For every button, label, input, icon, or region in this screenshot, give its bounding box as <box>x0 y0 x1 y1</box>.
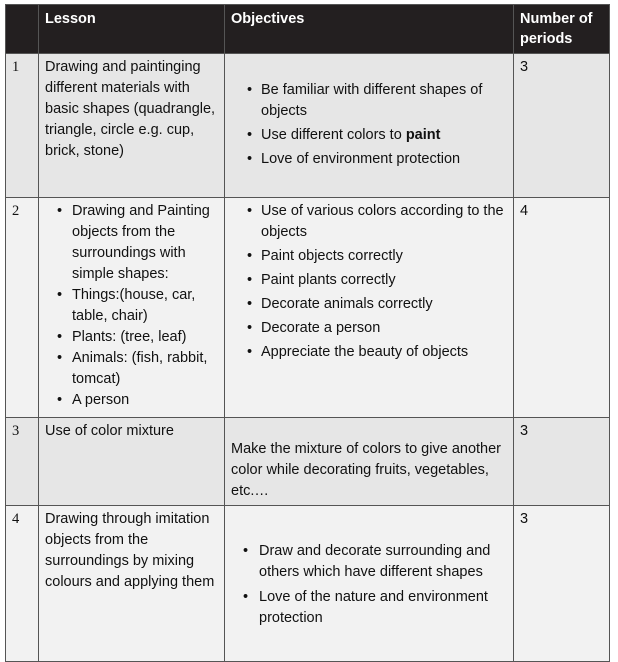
table-row-4 <box>6 506 610 662</box>
objective-item: • Love of environment protection <box>231 149 508 170</box>
table-row-3 <box>6 418 610 506</box>
lesson-list <box>45 201 219 411</box>
row-number: 1 <box>6 54 39 198</box>
objective-text: Make the mixture of colors to give another color while decorating fruits, vegetables, etc.… <box>231 441 501 499</box>
table-row-2 <box>6 198 610 418</box>
objectives-list <box>231 80 508 170</box>
lesson-item: • Plants: (tree, leaf) <box>45 327 219 348</box>
objectives-cell <box>225 418 514 506</box>
objectives-list <box>231 541 508 629</box>
periods-cell: 3 <box>514 506 610 662</box>
objective-item: • Love of the nature and environment protection <box>231 587 508 629</box>
lesson-item: • Things:(house, car, table, chair) <box>45 285 219 327</box>
lesson-table <box>5 4 610 662</box>
objective-item: • Appreciate the beauty of objects <box>231 342 508 363</box>
objective-item: • Paint objects correctly <box>231 246 508 267</box>
lesson-cell: Drawing through imitation objects from the surroundings by mixing colours and applying them <box>39 506 225 662</box>
header-lesson: Lesson <box>39 5 225 54</box>
periods-cell: 3 <box>514 418 610 506</box>
objective-item: • Decorate a person <box>231 318 508 339</box>
objectives-cell <box>225 506 514 662</box>
lesson-item: • A person <box>45 390 219 411</box>
row-number: 4 <box>6 506 39 662</box>
table-row-1 <box>6 54 610 198</box>
header-objectives: Objectives <box>225 5 514 54</box>
header-row <box>6 5 610 54</box>
lesson-item: • Animals: (fish, rabbit, tomcat) <box>45 348 219 390</box>
lesson-cell <box>39 198 225 418</box>
objectives-cell <box>225 54 514 198</box>
objective-item: • Be familiar with different shapes of objects <box>231 80 508 122</box>
lesson-cell: Use of color mixture <box>39 418 225 506</box>
lesson-item: • Drawing and Painting objects from the surroundings with simple shapes: <box>45 201 219 285</box>
header-periods: Number of periods <box>514 5 610 54</box>
objective-item: • Draw and decorate surrounding and others which have different shapes <box>231 541 508 583</box>
periods-cell: 4 <box>514 198 610 418</box>
objective-item: • Decorate animals correctly <box>231 294 508 315</box>
periods-cell: 3 <box>514 54 610 198</box>
objective-item: • Paint plants correctly <box>231 270 508 291</box>
objective-item: • Use of various colors according to the objects <box>231 201 508 243</box>
objective-item <box>231 125 508 146</box>
row-number: 2 <box>6 198 39 418</box>
row-number: 3 <box>6 418 39 506</box>
lesson-cell: Drawing and paintinging different materials with basic shapes (quadrangle, triangle, circle e.g. cup, brick, stone) <box>39 54 225 198</box>
objective-text: Use different colors to <box>261 127 406 143</box>
objective-bold-word: paint <box>405 127 441 143</box>
objectives-list <box>231 201 508 363</box>
objectives-cell <box>225 198 514 418</box>
header-num <box>6 5 39 54</box>
